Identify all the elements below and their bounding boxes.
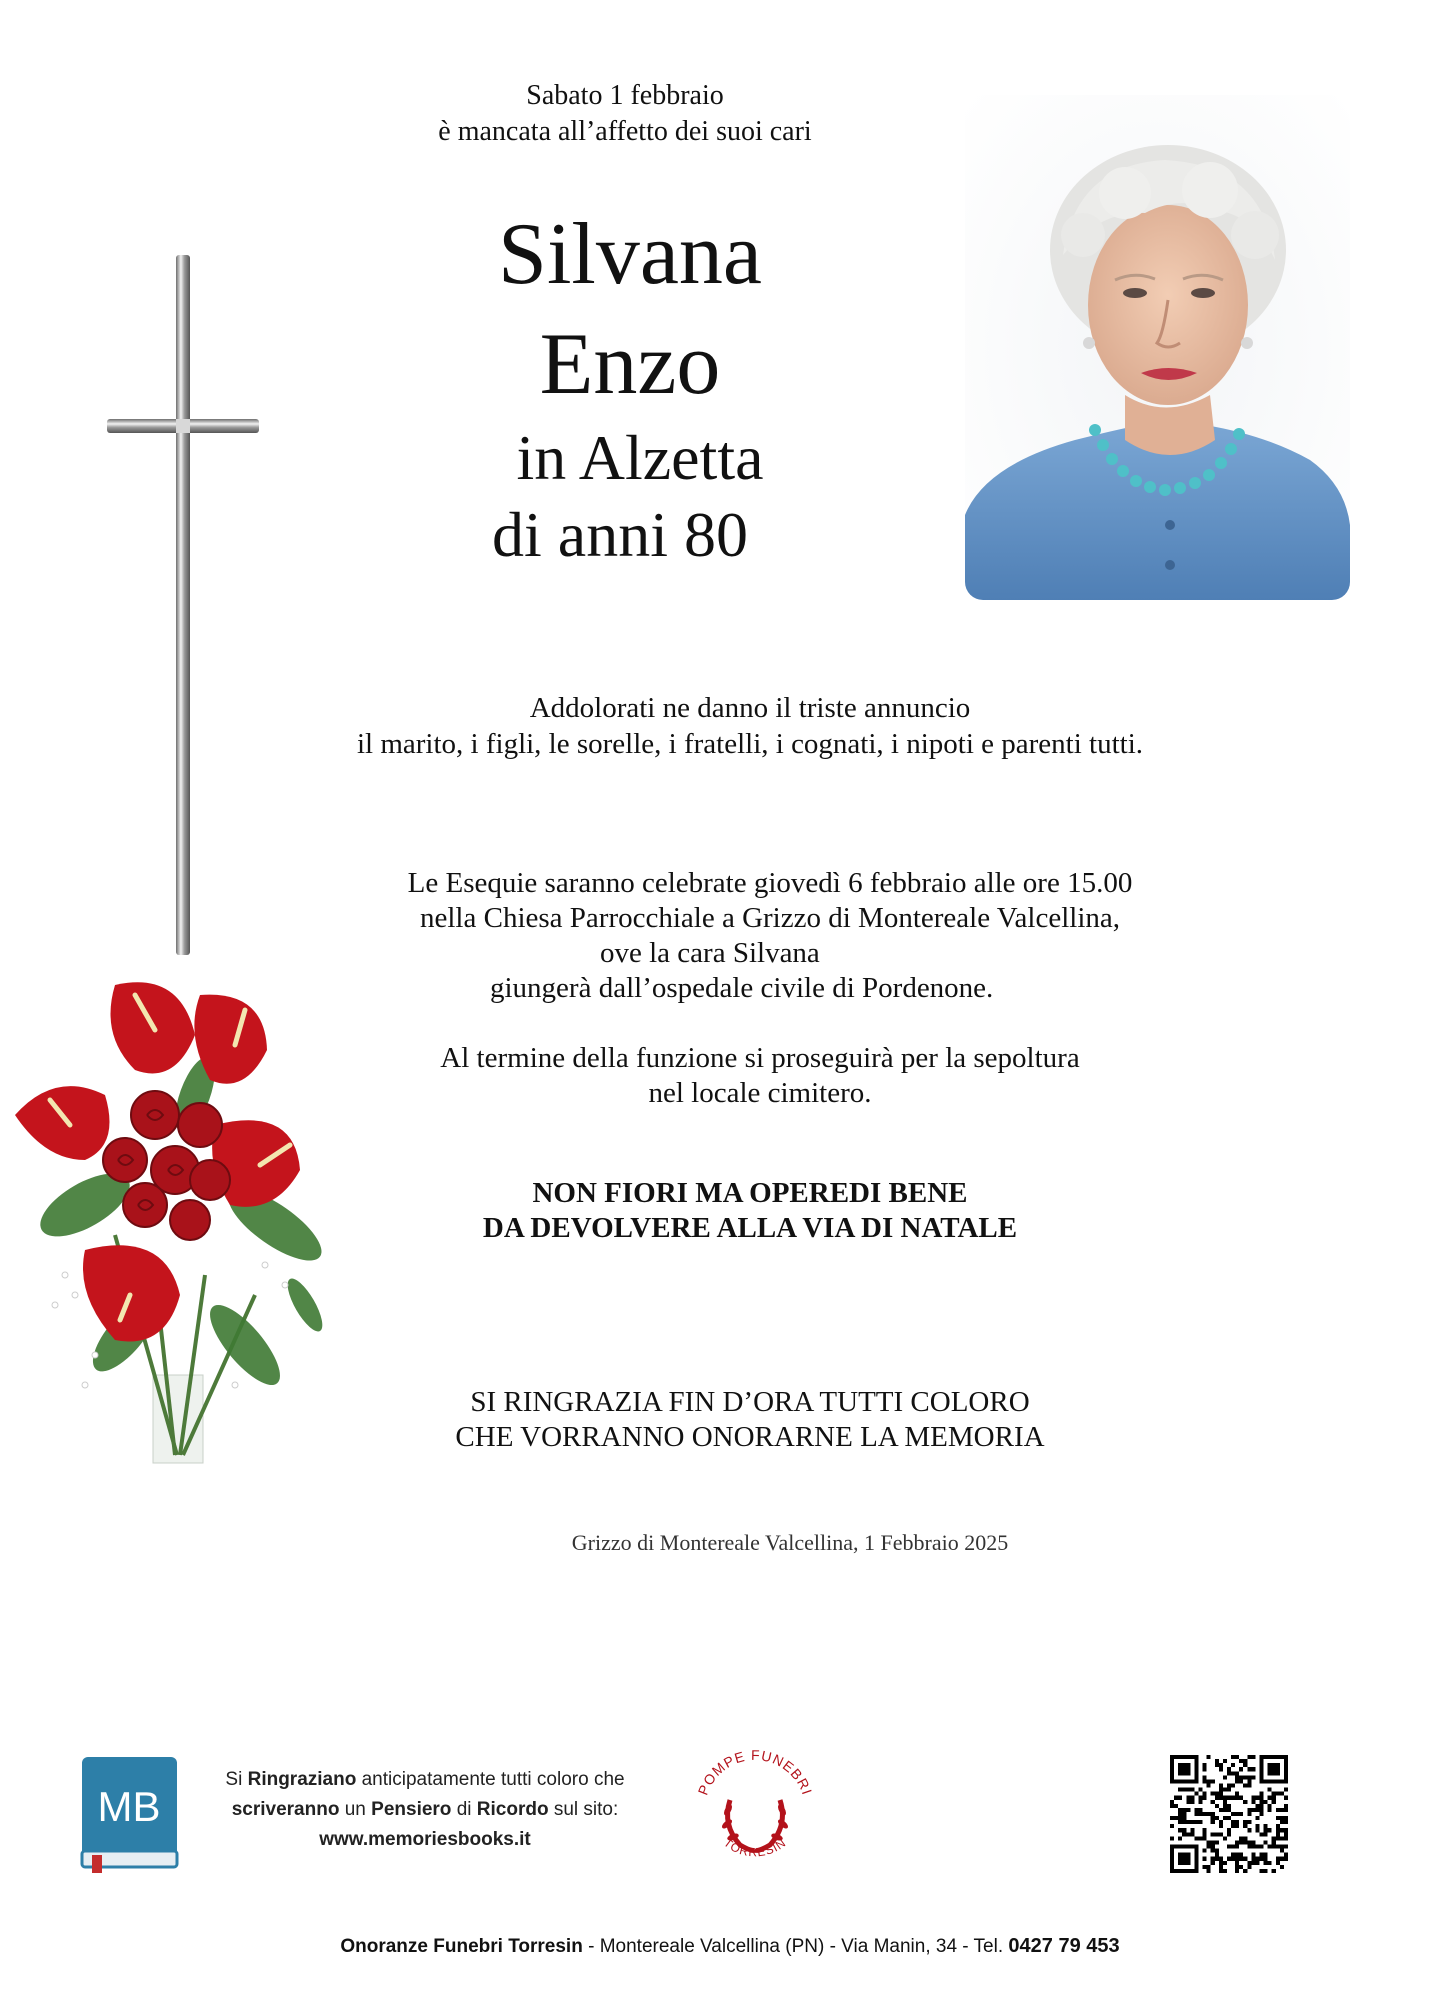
funeral-line-4: giungerà dall’ospedale civile di Pordenone. xyxy=(490,972,994,1004)
seal-bottom-text: TORRESIN xyxy=(721,1835,789,1860)
funeral-home-name: Onoranze Funebri Torresin xyxy=(340,1936,583,1957)
announcement-line-2: il marito, i figli, le sorelle, i fratelli, i cognati, i nipoti e parenti tutti. xyxy=(356,728,1144,760)
funeral-home-phone[interactable]: 0427 79 453 xyxy=(1008,1935,1120,1957)
portrait-illustration xyxy=(965,95,1350,600)
funeral-line-2: nella Chiesa Parrocchiale a Grizzo di Montereale Valcellina, xyxy=(420,902,1120,934)
married-name: in Alzetta xyxy=(516,422,764,493)
svg-text:TORRESIN xyxy=(721,1835,789,1859)
cross-icon xyxy=(105,255,265,955)
qr-code-icon[interactable] xyxy=(1170,1755,1288,1873)
memoriesbooks-message xyxy=(205,1765,645,1855)
mb-logo-text: MB xyxy=(97,1783,161,1830)
burial-line-1: Al termine della funzione si proseguirà per la sepoltura xyxy=(440,1042,1080,1074)
seal-top-text: POMPE FUNEBRI xyxy=(694,1746,816,1798)
book-logo-icon[interactable] xyxy=(78,1755,181,1875)
place-and-date: Grizzo di Montereale Valcellina, 1 Febbraio 2025 xyxy=(571,1530,1009,1555)
svg-text:POMPE FUNEBRI xyxy=(695,1747,816,1797)
funeral-line-1: Le Esequie saranno celebrate giovedì 6 febbraio alle ore 15.00 xyxy=(407,867,1133,899)
burial-line-2: nel locale cimitero. xyxy=(648,1077,872,1109)
age-line: di anni 80 xyxy=(492,499,748,570)
portrait-photo xyxy=(965,95,1350,600)
flower-bouquet xyxy=(5,975,335,1465)
funeral-home-address: - Montereale Valcellina (PN) - Via Manin, 34 - Tel. xyxy=(582,1936,1009,1957)
donation-request-line-2: DA DEVOLVERE ALLA VIA DI NATALE xyxy=(482,1212,1018,1244)
funeral-home-contact xyxy=(180,1932,1280,1961)
laurel-seal-icon xyxy=(690,1740,820,1875)
thanks-line-2: CHE VORRANNO ONORARNE LA MEMORIA xyxy=(455,1421,1045,1453)
memoriesbooks-line-2: scriveranno un Pensiero di Ricordo sul sito: xyxy=(231,1799,619,1820)
announcement-line-1: Addolorati ne danno il triste annuncio xyxy=(529,692,971,724)
thanks-line-1: SI RINGRAZIA FIN D’ORA TUTTI COLORO xyxy=(470,1386,1030,1418)
death-date-line: Sabato 1 febbraio xyxy=(526,80,724,111)
funeral-line-3: ove la cara Silvana xyxy=(600,937,820,969)
memoriesbooks-line-1: Si Ringraziano anticipatamente tutti coloro che xyxy=(225,1769,625,1790)
first-name: Silvana xyxy=(498,206,762,303)
donation-request-line-1: NON FIORI MA OPEREDI BENE xyxy=(532,1177,968,1209)
memoriesbooks-site-link[interactable]: www.memoriesbooks.it xyxy=(319,1829,531,1850)
last-name: Enzo xyxy=(539,316,721,413)
intro-line: è mancata all’affetto dei suoi cari xyxy=(438,116,812,147)
